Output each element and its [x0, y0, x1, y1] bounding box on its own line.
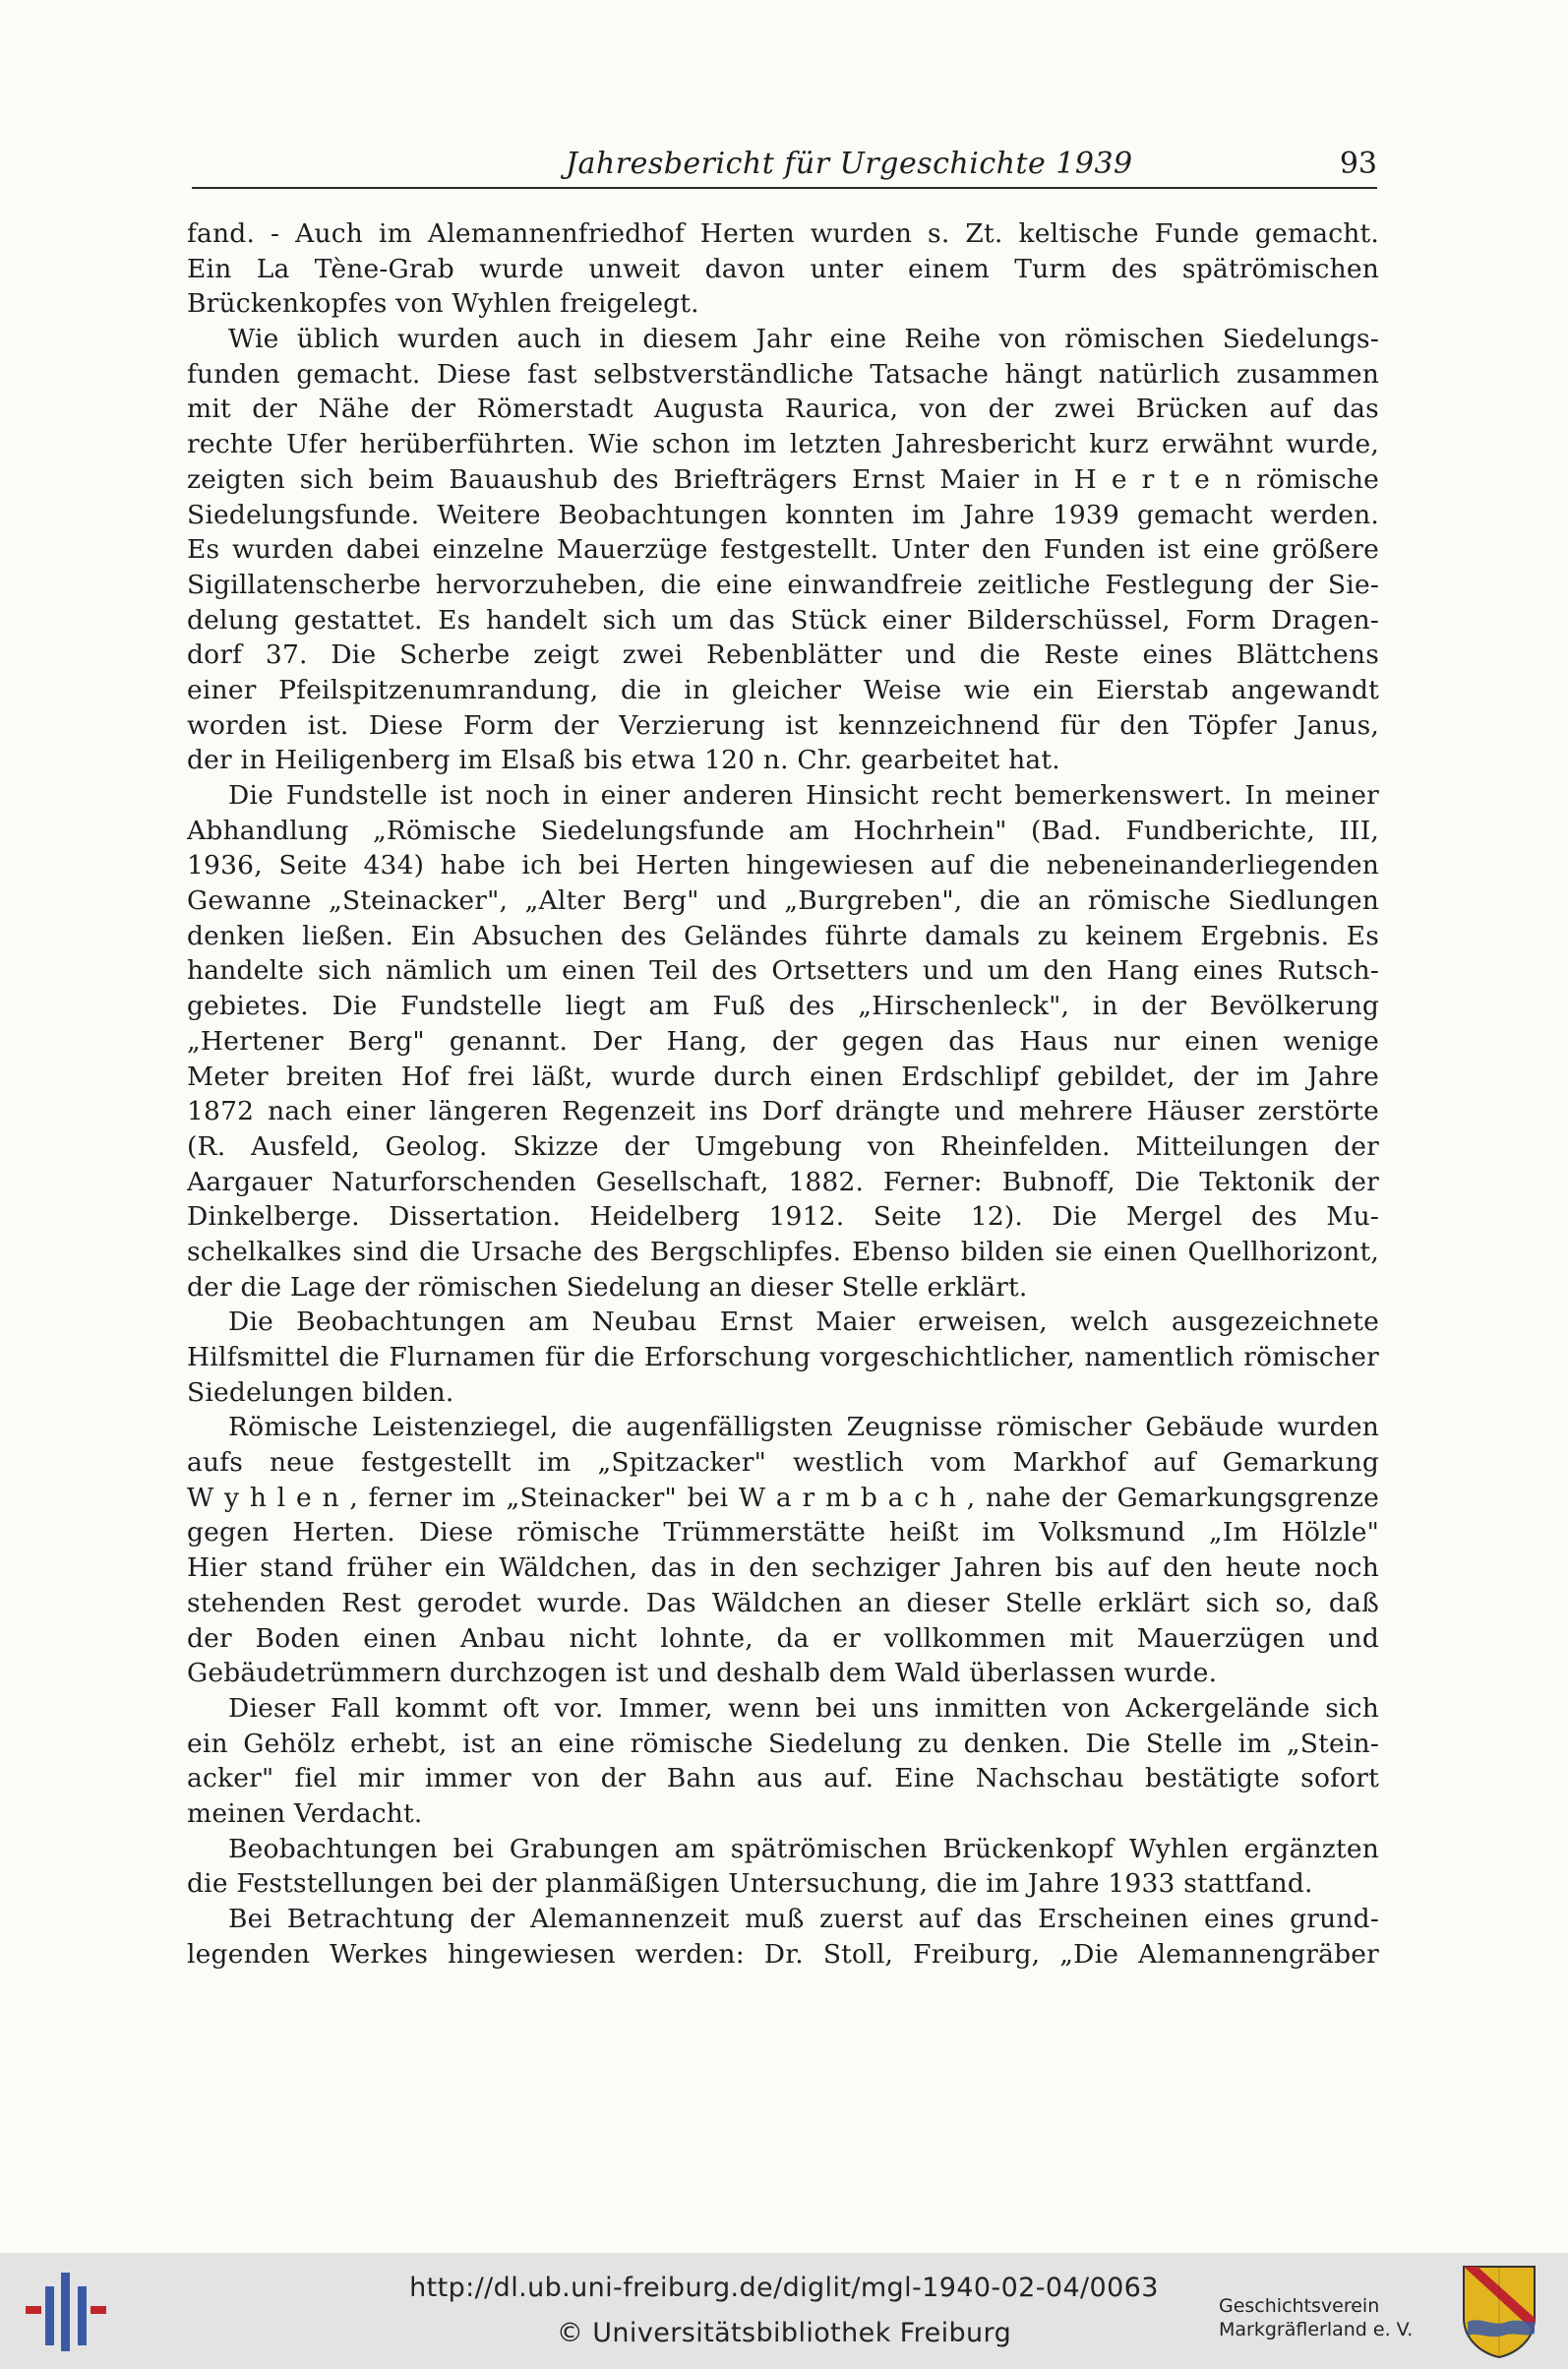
text-line: Hier stand früher ein Wäldchen, das in den sechziger Jahren bis auf den heute noch: [187, 1552, 1379, 1584]
text-line: Siedelungen bilden.: [187, 1376, 454, 1408]
text-line: einer Pfeilspitzenumrandung, die in gleicher Weise wie ein Eierstab angewandt: [187, 674, 1379, 705]
text-line: Gebäudetrümmern durchzogen ist und deshalb dem Wald überlassen wurde.: [187, 1658, 1218, 1689]
text-line: Es wurden dabei einzelne Mauerzüge festgestellt. Unter den Funden ist eine größere: [187, 534, 1379, 566]
text-line: „Hertener Berg" genannt. Der Hang, der gegen das Haus nur einen wenige: [187, 1025, 1379, 1057]
text-line: stehenden Rest gerodet wurde. Das Wäldchen an dieser Stelle erklärt sich so, daß: [187, 1587, 1379, 1618]
text-line: Gewanne „Steinacker", „Alter Berg" und „Burgreben", die an römische Siedlungen: [187, 885, 1379, 917]
footer-bar: [0, 2253, 1568, 2369]
text-line: zeigten sich beim Bauaushub des Briefträgers Ernst Maier in H e r t e n römische: [187, 463, 1379, 495]
text-line: der die Lage der römischen Siedelung an dieser Stelle erklärt.: [187, 1271, 1028, 1303]
text-line: Dieser Fall kommt oft vor. Immer, wenn bei uns inmitten von Ackergelände sich: [228, 1692, 1379, 1724]
text-line: dorf 37. Die Scherbe zeigt zwei Rebenblätter und die Reste eines Blättchens: [187, 639, 1379, 671]
text-line: (R. Ausfeld, Geolog. Skizze der Umgebung von Rheinfelden. Mitteilungen der: [187, 1130, 1379, 1162]
text-line: Sigillatenscherbe hervorzuheben, die eine einwandfreie zeitliche Festlegung der Sie-: [187, 569, 1379, 600]
society-name-line1: Geschichtsverein: [1219, 2295, 1380, 2317]
society-crest-icon[interactable]: [1460, 2263, 1538, 2359]
text-line: schelkalkes sind die Ursache des Bergschlipfes. Ebenso bilden sie einen Quellhorizont,: [187, 1236, 1379, 1267]
text-line: meinen Verdacht.: [187, 1797, 423, 1829]
text-line: Aargauer Naturforschenden Gesellschaft, 1882. Ferner: Bubnoff, Die Tektonik der: [187, 1166, 1379, 1197]
text-line: Hilfsmittel die Flurnamen für die Erforschung vorgeschichtlicher, namentlich römischer: [187, 1342, 1379, 1372]
text-line: fand. - Auch im Alemannenfriedhof Herten wurden s. Zt. keltische Funde gemacht.: [187, 218, 1379, 249]
text-line: gegen Herten. Diese römische Trümmerstätte heißt im Volksmund „Im Hölzle": [187, 1517, 1379, 1549]
text-line: mit der Nähe der Römerstadt Augusta Raurica, von der zwei Brücken auf das: [187, 394, 1379, 425]
text-line: legenden Werkes hingewiesen werden: Dr. Stoll, Freiburg, „Die Alemannengräber: [187, 1938, 1379, 1970]
text-line: rechte Ufer herüberführten. Wie schon im letzten Jahresbericht kurz erwähnt wurde,: [187, 429, 1379, 460]
text-line: W y h l e n , ferner im „Steinacker" bei W a r m b a c h , nahe der Gemarkungsgrenze: [187, 1482, 1379, 1513]
text-line: ein Gehölz erhebt, ist an eine römische Siedelung zu denken. Die Stelle im „Stein-: [187, 1728, 1379, 1759]
source-url-link[interactable]: http://dl.ub.uni-freiburg.de/diglit/mgl-1940-02-04/0063: [409, 2273, 1159, 2303]
text-line: Brückenkopfes von Wyhlen freigelegt.: [187, 288, 699, 320]
text-line: delung gestattet. Es handelt sich um das Stück einer Bilderschüssel, Form Dragen-: [187, 604, 1379, 636]
text-line: 1936, Seite 434) habe ich bei Herten hingewiesen auf die nebeneinanderliegenden: [187, 850, 1379, 881]
text-line: der Boden einen Anbau nicht lohnte, da er vollkommen mit Mauerzügen und: [187, 1622, 1379, 1654]
society-name-line2: Markgräflerland e. V.: [1219, 2319, 1414, 2340]
text-line: Ein La Tène-Grab wurde unweit davon unter einem Turm des spätrömischen: [187, 253, 1379, 284]
text-line: worden ist. Diese Form der Verzierung ist kennzeichnend für den Töpfer Janus,: [187, 709, 1379, 741]
text-line: Abhandlung „Römische Siedelungsfunde am Hochrhein" (Bad. Fundberichte, III,: [187, 815, 1379, 846]
text-line: Bei Betrachtung der Alemannenzeit muß zuerst auf das Erscheinen eines grund-: [228, 1904, 1379, 1934]
text-line: Die Beobachtungen am Neubau Ernst Maier erweisen, welch ausgezeichnete: [228, 1306, 1379, 1338]
header-title: Jahresbericht für Urgeschichte 1939: [566, 147, 1133, 181]
copyright-notice: © Universitätsbibliothek Freiburg: [556, 2318, 1012, 2348]
text-line: denken ließen. Ein Absuchen des Geländes führte damals zu keinem Ergebnis. Es: [187, 920, 1379, 951]
text-line: 1872 nach einer längeren Regenzeit ins Dorf drängte und mehrere Häuser zerstörte: [187, 1096, 1379, 1127]
text-line: der in Heiligenberg im Elsaß bis etwa 120 n. Chr. gearbeitet hat.: [187, 745, 1060, 776]
text-line: gebietes. Die Fundstelle liegt am Fuß des „Hirschenleck", in der Bevölkerung: [187, 991, 1379, 1022]
text-line: Siedelungsfunde. Weitere Beobachtungen konnten im Jahre 1939 gemacht werden.: [187, 499, 1379, 530]
text-line: Die Fundstelle ist noch in einer anderen Hinsicht recht bemerkenswert. In meiner: [228, 780, 1379, 811]
text-line: Wie üblich wurden auch in diesem Jahr eine Reihe von römischen Siedelungs-: [228, 324, 1379, 355]
text-line: Römische Leistenziegel, die augenfälligsten Zeugnisse römischer Gebäude wurden: [228, 1412, 1379, 1443]
text-line: die Feststellungen bei der planmäßigen Untersuchung, die im Jahre 1933 stattfand.: [187, 1868, 1313, 1900]
page-number: 93: [1339, 147, 1377, 181]
running-header: [192, 148, 1377, 189]
text-line: aufs neue festgestellt im „Spitzacker" westlich vom Markhof auf Gemarkung: [187, 1447, 1379, 1479]
text-line: Dinkelberge. Dissertation. Heidelberg 1912. Seite 12). Die Mergel des Mu-: [187, 1201, 1379, 1233]
text-line: acker" fiel mir immer von der Bahn aus auf. Eine Nachschau bestätigte sofort: [187, 1763, 1379, 1794]
text-line: Meter breiten Hof frei läßt, wurde durch einen Erdschlipf gebildet, der im Jahre: [187, 1061, 1379, 1092]
text-line: funden gemacht. Diese fast selbstverständliche Tatsache hängt natürlich zusammen: [187, 358, 1379, 390]
text-line: handelte sich nämlich um einen Teil des Ortsetters und um den Hang eines Rutsch-: [187, 955, 1379, 987]
society-name: [1219, 2294, 1435, 2341]
body-text: [187, 216, 1379, 1972]
text-line: Beobachtungen bei Grabungen am spätrömischen Brückenkopf Wyhlen ergänzten: [228, 1833, 1379, 1864]
